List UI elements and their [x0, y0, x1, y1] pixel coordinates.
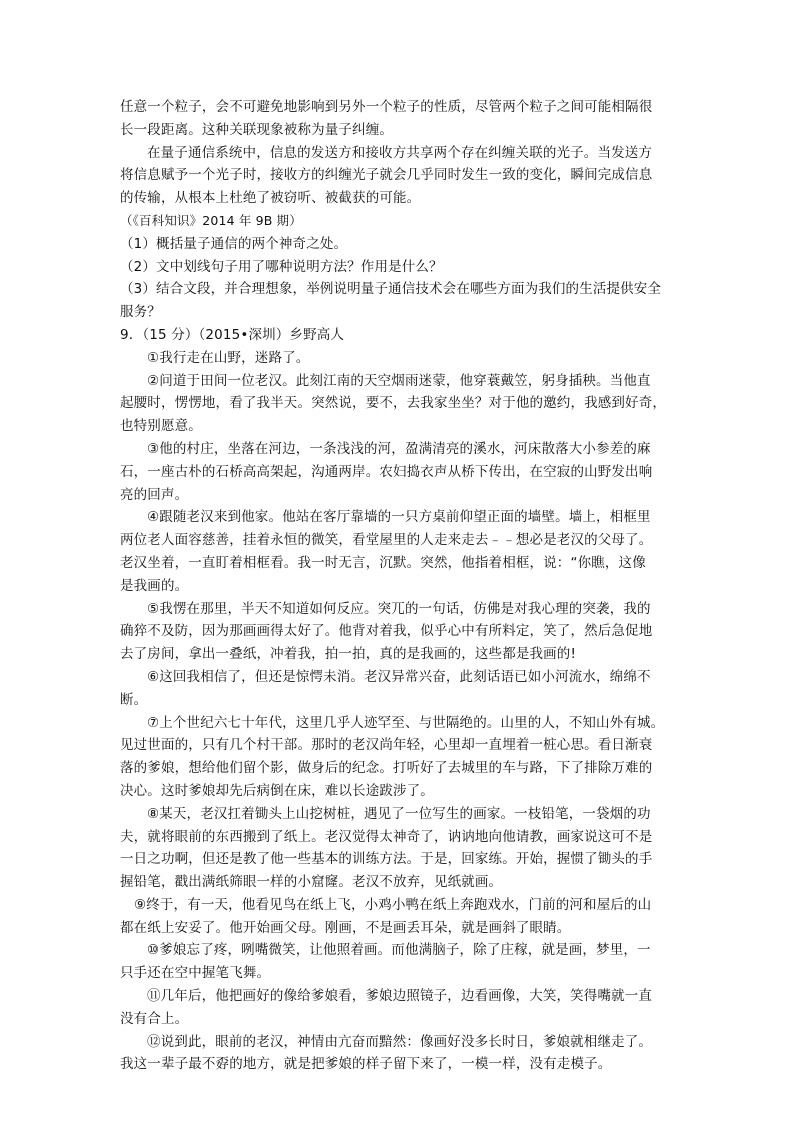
text-line: 两位老人面容慈善，挂着永恒的微笑，看堂屋里的人走来走去﹣﹣想必是老汉的父母了。 [120, 532, 653, 549]
question-2: （2）文中划线句子用了哪种说明方法？作用是什么？ [120, 258, 443, 275]
text-line: 握铅笔，戳出满纸筛眼一样的小窟窿。老汉不放弃，见纸就画。 [120, 874, 503, 891]
paragraph-7: ⑦上个世纪六七十年代，这里几乎人迹罕至、与世隔绝的。山里的人，不知山外有城。 [147, 714, 665, 731]
text-line: 老汉坐着，一直盯着相框看。我一时无言，沉默。突然，他指着相框，说：“你瞧，这像 [120, 554, 646, 571]
text-line: 石，一座古朴的石桥高高架起，沟通两岸。农妇捣衣声从桥下传出，在空寂的山野发出响 [120, 463, 653, 480]
text-line: 夫，就将眼前的东西搬到了纸上。老汉觉得太神奇了，讷讷地向他请教，画家说这可不是 [120, 828, 653, 845]
text-line: 见过世面的，只有几个村干部。那时的老汉尚年轻，心里却一直埋着一桩心思。看日渐衰 [120, 737, 653, 754]
text-line: 起腰时，愣愣地，看了我半天。突然说，要不，去我家坐坐？对于他的邀约，我感到好奇， [120, 395, 666, 412]
paragraph-9: ⑨终于，有一天，他看见鸟在纸上飞，小鸡小鸭在纸上奔跑戏水，门前的河和屋后的山 [134, 896, 652, 913]
text-line: 将信息赋予一个光子时，接收方的纠缠光子就会几乎同时发生一致的变化，瞬间完成信息 [120, 167, 653, 184]
text-line: 长一段距离。这种关联现象被称为量子纠缠。 [120, 121, 393, 138]
question-3: （3）结合文段，并合理想象，举例说明量子通信技术会在哪些方面为我们的生活提供安全 [120, 281, 662, 298]
text-line: 也特别愿意。 [120, 418, 202, 435]
text-line: 的传输，从根本上杜绝了被窃听、被截获的可能。 [120, 190, 421, 207]
text-line: 确猝不及防，因为那画画得太好了。他背对着我，似乎心中有所料定，笑了，然后急促地 [120, 623, 653, 640]
document-page [120, 96, 680, 1076]
paragraph-2: ②问道于田间一位老汉。此刻江南的天空烟雨迷蒙，他穿蓑戴笠，躬身插秧。当他直 [147, 372, 651, 389]
text-line: 只手还在空中握笔飞舞。 [120, 965, 271, 982]
section-title: 9．（15 分）（2015•深圳）乡野高人 [120, 326, 345, 343]
paragraph-6: ⑥这回我相信了，但还是惊愕未消。老汉异常兴奋，此刻话语已如小河流水，绵绵不 [147, 668, 651, 685]
text-line: 一日之功啊，但还是教了他一些基本的训练方法。于是，回家练。开始，握惯了锄头的手 [120, 851, 653, 868]
paragraph-4: ④跟随老汉来到他家。他站在客厅靠墙的一只方桌前仰望正面的墙壁。墙上，相框里 [147, 509, 651, 526]
text-line: 任意一个粒子，会不可避免地影响到另外一个粒子的性质，尽管两个粒子之间可能相隔很 [120, 99, 653, 115]
source-citation: （《百科知识》2014 年 9B 期） [120, 212, 302, 228]
text-line: 亮的回声。 [120, 486, 189, 503]
question-1: （1）概括量子通信的两个神奇之处。 [120, 235, 348, 252]
text-line: 落的爹娘，想给他们留个影，做身后的纪念。打听好了去城里的车与路，下了排除万难的 [120, 760, 653, 777]
text-line: 去了房间，拿出一叠纸，冲着我，拍一拍，真的是我画的，这些都是我画的! [120, 646, 577, 663]
text-line: 在量子通信系统中，信息的发送方和接收方共享两个存在纠缠关联的光子。当发送方 [147, 144, 653, 161]
paragraph-10: ⑩爹娘忘了疼，咧嘴微笑，让他照着画。而他满脑子，除了庄稼，就是画，梦里，一 [147, 942, 651, 959]
paragraph-8: ⑧某天，老汉扛着锄头上山挖树桩，遇见了一位写生的画家。一枝铅笔，一袋烟的功 [147, 805, 651, 822]
paragraph-5: ⑤我愣在那里，半天不知道如何反应。突兀的一句话，仿佛是对我心理的突袭，我的 [147, 600, 651, 617]
text-line: 服务？ [120, 304, 161, 321]
paragraph-3: ③他的村庄，坐落在河边，一条浅浅的河，盈满清亮的溪水，河床散落大小参差的麻 [147, 440, 651, 457]
paragraph-12: ⑫说到此，眼前的老汉，神情由亢奋而黯然：像画好没多长时日，爹娘就相继走了。 [147, 1033, 653, 1050]
text-line: 我这一辈子最不孬的地方，就是把爹娘的样子留下来了，一模一样，没有走模子。 [120, 1056, 612, 1073]
text-line: 没有合上。 [120, 1010, 189, 1027]
paragraph-1: ①我行走在山野，迷路了。 [147, 349, 310, 366]
paragraph-11: ⑪几年后，他把画好的像给爹娘看，爹娘边照镜子，边看画像，大笑，笑得嘴就一直 [147, 988, 653, 1005]
text-line: 决心。这时爹娘却先后病倒在床，难以长途跋涉了。 [120, 782, 434, 799]
text-line: 是我画的。 [120, 577, 189, 594]
text-line: 断。 [120, 691, 148, 708]
text-line: 都在纸上安妥了。他开始画父母。刚画，不是画丢耳朵，就是画斜了眼睛。 [120, 919, 571, 936]
